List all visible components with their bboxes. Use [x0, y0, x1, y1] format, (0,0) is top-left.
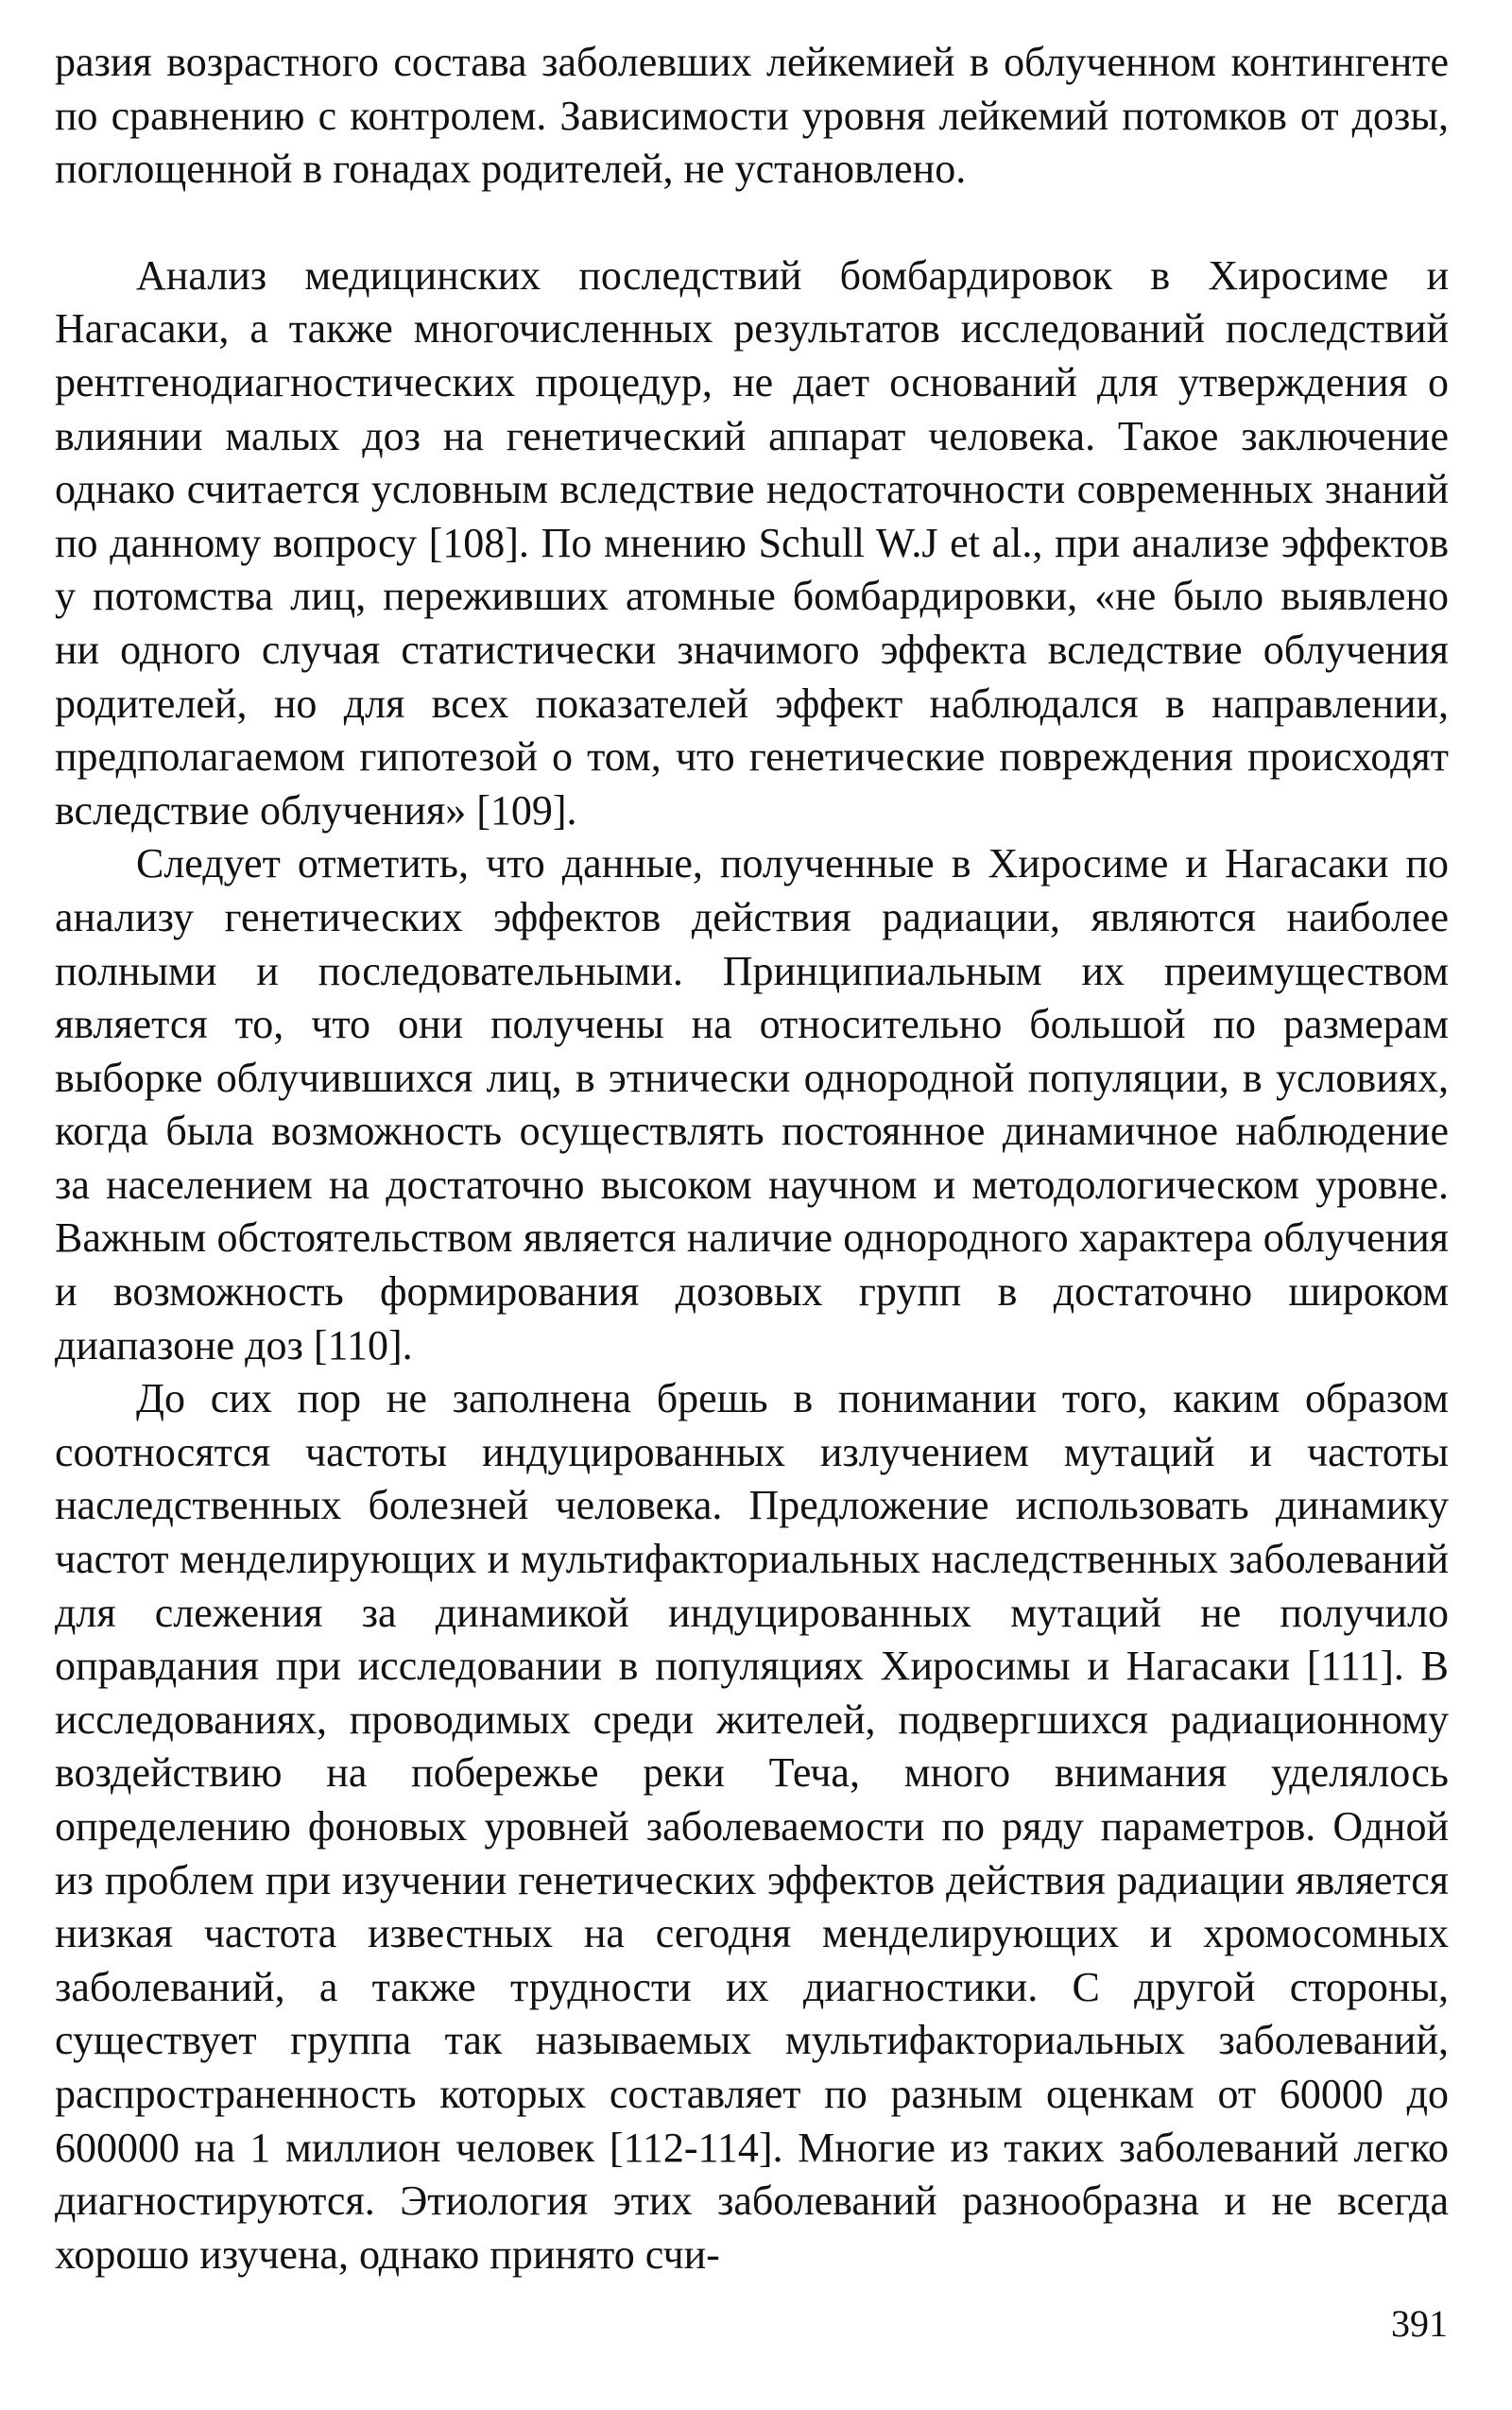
paragraph-mutation-gap: До сих пор не заполнена брешь в понимании того, каким образом соотносятся частоты индуцированных излучением мутаций и частоты наследственных болезней человека. Предложение использовать динамику частот менделирующих и мультифакториальных наследственных заболеваний для слежения за динамикой индуцированных мутаций не получило оправдания при исследовании в популяциях Хиросимы и Нагасаки [111]. В исследованиях, проводимых среди жителей, подвергшихся радиационному воздействию на побережье реки Теча, много внимания уделялось определению фоновых уровней заболеваемости по ряду параметров. Одной из проблем при изучении генетических эффектов действия радиации является низкая частота известных на сегодня менделирующих и хромосомных заболеваний, а также трудности их диагностики. С другой стороны, существует группа так называемых мультифакториальных заболеваний, распространенность которых составляет по разным оценкам от 60000 до 600000 на 1 миллион человек [112-114]. Многие из таких заболеваний легко диагностируются. Этиология этих заболеваний разнообразна и не всегда хорошо изучена, однако принято счи- — [55, 1375, 1449, 2278]
page-number: 391 — [1391, 2302, 1448, 2345]
document-page — [55, 36, 1449, 2281]
paragraph-hiroshima-analysis: Анализ медицинских последствий бомбардировок в Хиросиме и Нагасаки, а также многочисленных результатов исследований последствий рентгенодиагностических процедур, не дает оснований для утверждения о влиянии малых доз на генетический аппарат человека. Такое заключение однако считается условным вследствие недостаточности современных знаний по данному вопросу [108]. По мнению Schull W.J et al., при анализе эффектов у потомства лиц, переживших атомные бомбардировки, «не было выявлено ни одного случая статистически значимого эффекта вследствие облучения родителей, но для всех показателей эффект наблюдался в направлении, предполагаемом гипотезой о том, что генетические повреждения происходят вследствие облучения» [109]. — [55, 251, 1449, 834]
paragraph-continued: разия возрастного состава заболевших лейкемией в облученном контингенте по сравнению с контролем. Зависимости уровня лейкемий потомков от дозы, поглощенной в гонадах родителей, не установлено. — [55, 39, 1449, 193]
paragraph-data-completeness: Следует отметить, что данные, полученные в Хиросиме и Нагасаки по анализу генетических эффектов действия радиации, являются наиболее полными и последовательными. Принципиальным их преимуществом является то, что они получены на относительно большой по размерам выборке облучившихся лиц, в этнически однородной популяции, в условиях, когда была возможность осуществлять постоянное динамичное наблюдение за населением на достаточно высоком научном и методологическом уровне. Важным обстоятельством является наличие однородного характера облучения и возможность формирования дозовых групп в достаточно широком диапазоне доз [110]. — [55, 840, 1449, 1369]
